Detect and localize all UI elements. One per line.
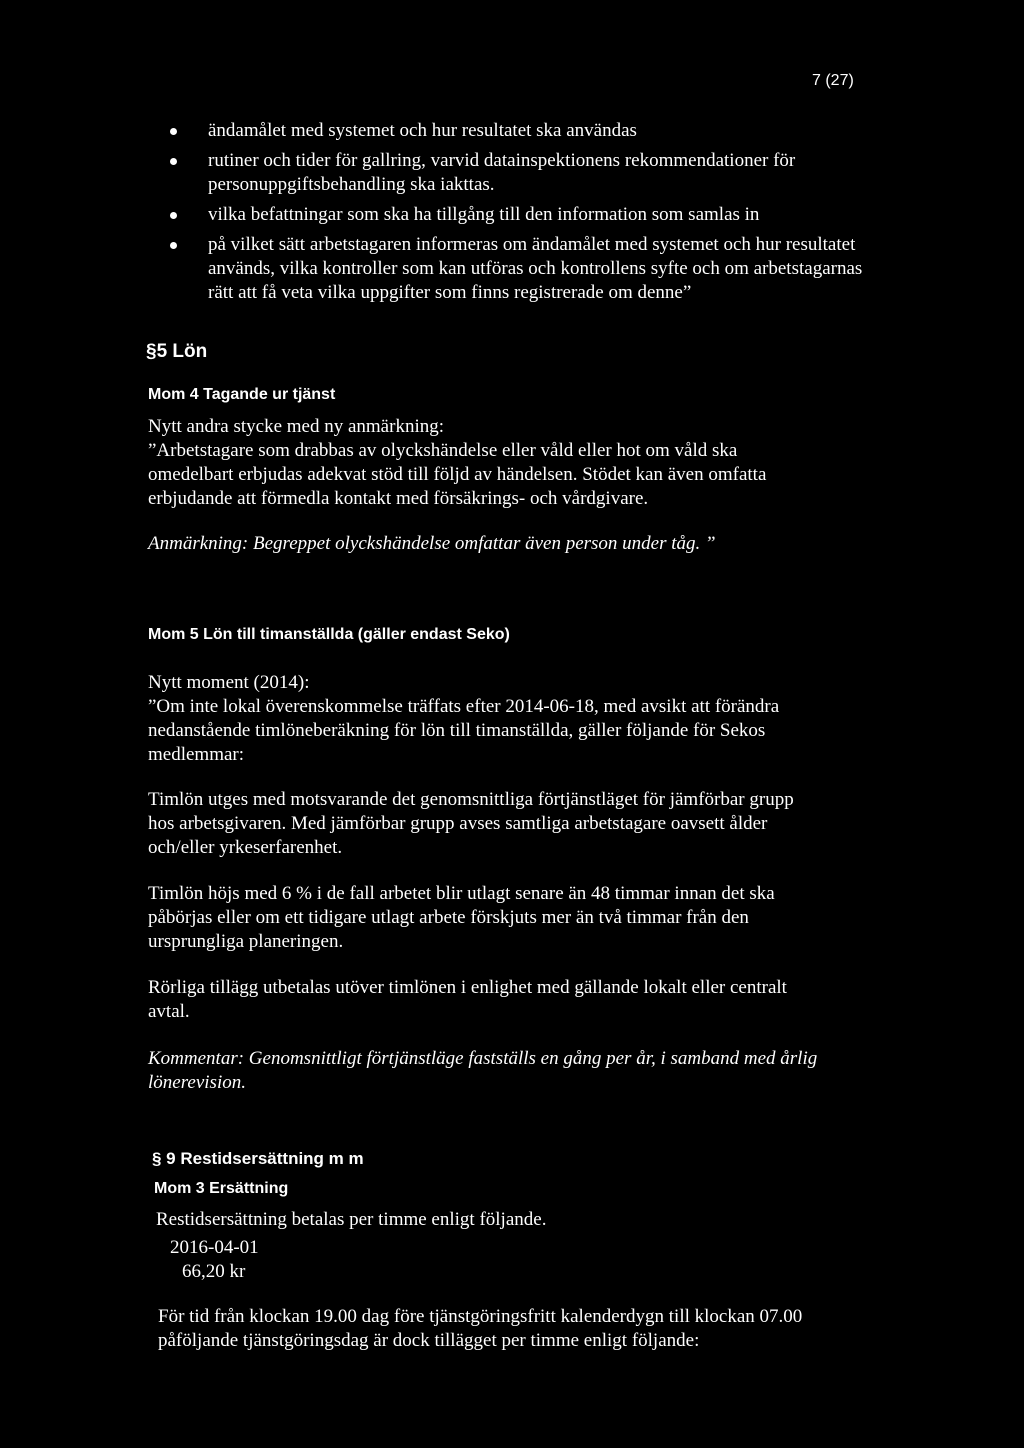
text-line: och/eller yrkeserfarenhet. [148,837,343,858]
bullet-icon [170,242,177,249]
bullet-text: rutiner och tider för gallring, varvid datainspektionens rekommendationer för personuppgiftsbehandling ska iakttas. [208,150,796,195]
text-line: medlemmar: [148,744,245,765]
list-item [170,203,870,227]
text-line: påbörjas eller om ett tidigare utlagt arbete förskjuts mer än två timmar från den [148,907,749,928]
mom-5-paragraph-3 [148,882,868,954]
text-line: erbjudande att förmedla kontakt med försäkrings- och vårdgivare. [148,488,649,509]
text-line: hos arbetsgivaren. Med jämförbar grupp avses samtliga arbetstagare oavsett ålder [148,813,768,834]
mom-3-heading: Mom 3 Ersättning [154,1180,289,1197]
hourly-amount: 66,20 kr [182,1261,246,1282]
bullet-icon [170,128,177,135]
text-line: Nytt andra stycke med ny anmärkning: [148,416,445,437]
list-item [170,149,870,197]
text-line: ”Arbetstagare som drabbas av olyckshändelse eller våld eller hot om våld ska [148,440,738,461]
text-line: ”Om inte lokal överenskommelse träffats efter 2014-06-18, med avsikt att förändra [148,696,780,717]
text-line: omedelbart erbjudas adekvat stöd till följd av händelsen. Stödet kan även omfatta [148,464,767,485]
text-line: ursprungliga planeringen. [148,931,344,952]
page-number: 7 (27) [812,72,854,89]
mom-5-heading: Mom 5 Lön till timanställda (gäller endast Seko) [148,626,510,643]
effective-date: 2016-04-01 [170,1237,259,1258]
text-line: Kommentar: Genomsnittligt förtjänstläge fastställs en gång per år, i samband med årlig [148,1048,818,1069]
bullet-text: ändamålet med systemet och hur resultatet ska användas [208,120,637,141]
mom-5-paragraph-2 [148,788,868,860]
text-line: Timlön höjs med 6 % i de fall arbetet blir utlagt senare än 48 timmar innan det ska [148,883,775,904]
text-line: nedanstående timlöneberäkning för lön till timanställda, gäller följande för Sekos [148,720,766,741]
mom-4-note: Anmärkning: Begreppet olyckshändelse omfattar även person under tåg. ” [148,533,716,554]
mom-4-heading: Mom 4 Tagande ur tjänst [148,386,336,403]
text-line: Timlön utges med motsvarande det genomsnittliga förtjänstläget för jämförbar grupp [148,789,794,810]
mom-3-intro: Restidsersättning betalas per timme enligt följande. [156,1209,547,1230]
mom-4-text [148,415,868,511]
mom-5-comment [148,1047,868,1095]
text-line: avtal. [148,1001,190,1022]
text-line: Rörliga tillägg utbetalas utöver timlönen i enlighet med gällande lokalt eller centralt [148,977,787,998]
section-9-heading: § 9 Restidsersättning m m [152,1149,364,1168]
text-line: Nytt moment (2014): [148,672,310,693]
bullet-list [170,119,870,311]
list-item [170,233,870,305]
text-line: påföljande tjänstgöringsdag är dock tillägget per timme enligt följande: [158,1330,700,1351]
mom-3-final [158,1305,878,1353]
bullet-icon [170,212,177,219]
bullet-text: på vilket sätt arbetstagaren informeras om ändamålet med systemet och hur resultatet används, vilka kontroller som kan utföras och kontrollens syfte och om arbetstagarnas rätt att få veta vilka uppgifter som finns registrerade om denne” [208,234,863,303]
text-line: För tid från klockan 19.00 dag före tjänstgöringsfritt kalenderdygn till klockan 07.00 [158,1306,803,1327]
mom-5-intro [148,671,868,767]
bullet-icon [170,158,177,165]
text-line: lönerevision. [148,1072,246,1093]
mom-5-paragraph-4 [148,976,868,1024]
bullet-text: vilka befattningar som ska ha tillgång till den information som samlas in [208,204,760,225]
section-5-heading: §5 Lön [146,341,208,362]
list-item [170,119,870,143]
